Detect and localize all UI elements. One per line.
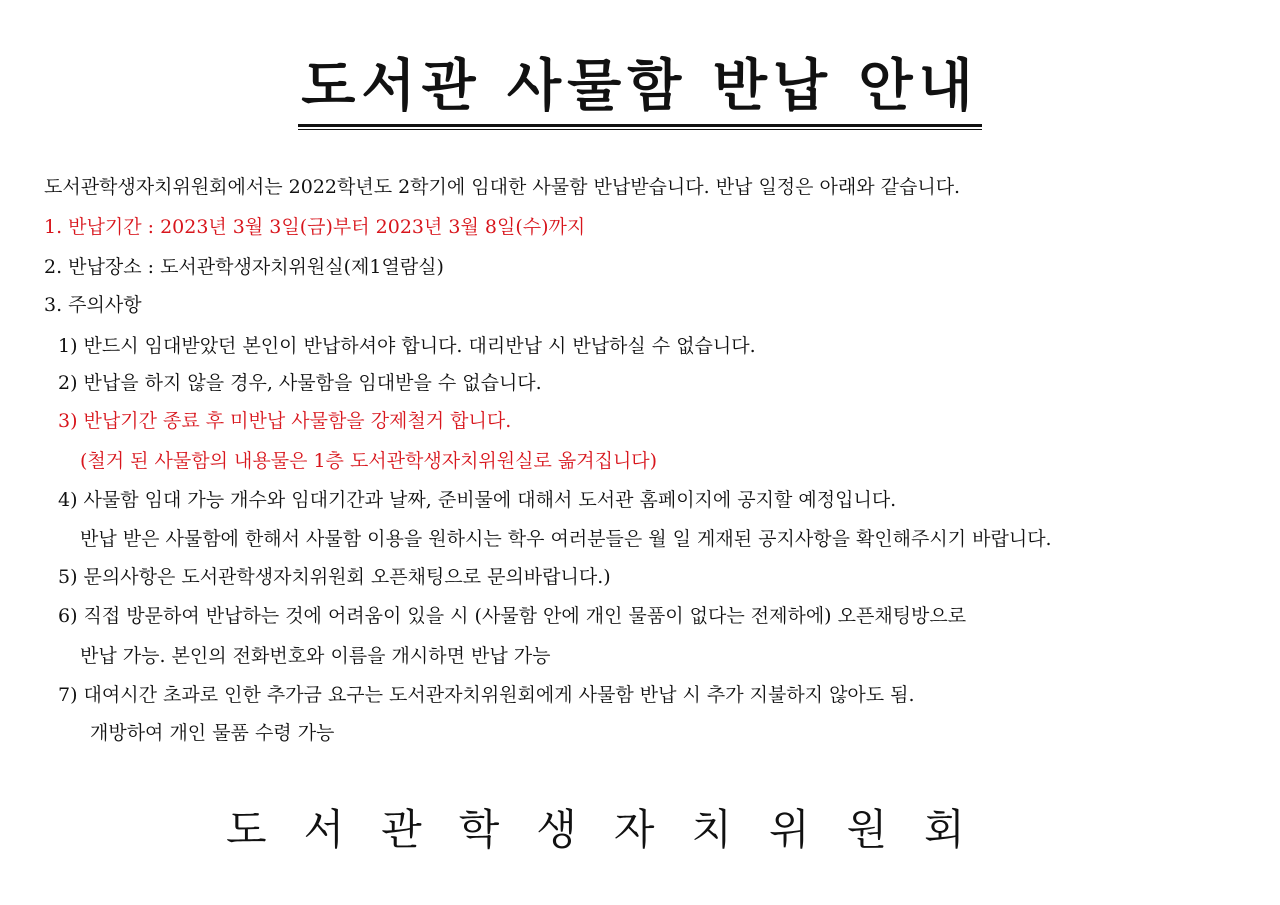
note-6: 6) 직접 방문하여 반납하는 것에 어려움이 있을 시 (사물함 안에 개인 물품이 없다는 전제하에) 오픈채팅방으로 xyxy=(58,605,967,627)
intro-text: 도서관학생자치위원회에서는 2022학년도 2학기에 임대한 사물함 반납받습니다. 반납 일정은 아래와 같습니다. xyxy=(44,176,961,198)
note-3: 3) 반납기간 종료 후 미반납 사물함을 강제철거 합니다. xyxy=(58,410,512,432)
note-1: 1) 반드시 임대받았던 본인이 반납하셔야 합니다. 대리반납 시 반납하실 수 없습니다. xyxy=(58,335,756,357)
title-underline-thick xyxy=(298,124,982,127)
note-2: 2) 반납을 하지 않을 경우, 사물함을 임대받을 수 없습니다. xyxy=(58,372,542,394)
note-4: 4) 사물함 임대 가능 개수와 임대기간과 날짜, 준비물에 대해서 도서관 홈페이지에 공지할 예정입니다. xyxy=(58,489,897,511)
title-underline-thin xyxy=(298,129,982,130)
return-period: 1. 반납기간 : 2023년 3월 3일(금)부터 2023년 3월 8일(수)까지 xyxy=(44,216,586,238)
notice-title-block xyxy=(298,52,982,122)
note-4-cont: 반납 받은 사물함에 한해서 사물함 이용을 원하시는 학우 여러분들은 월 일 게재된 공지사항을 확인해주시기 바랍니다. xyxy=(80,528,1052,550)
note-6-cont: 반납 가능. 본인의 전화번호와 이름을 개시하면 반납 가능 xyxy=(80,645,551,667)
return-place: 2. 반납장소 : 도서관학생자치위원실(제1열람실) xyxy=(44,256,444,278)
note-7: 7) 대여시간 초과로 인한 추가금 요구는 도서관자치위원회에게 사물함 반납 시 추가 지불하지 않아도 됨. xyxy=(58,684,915,706)
note-7-cont: 개방하여 개인 물품 수령 가능 xyxy=(90,722,335,744)
issuer-signature: 도서관학생자치위원회 xyxy=(226,805,1002,854)
notes-heading: 3. 주의사항 xyxy=(44,294,142,316)
note-3-sub: (철거 된 사물함의 내용물은 1층 도서관학생자치위원실로 옮겨집니다) xyxy=(80,450,658,472)
note-5: 5) 문의사항은 도서관학생자치위원회 오픈채팅으로 문의바랍니다.) xyxy=(58,566,611,588)
notice-title: 도서관 사물함 반납 안내 xyxy=(301,54,979,119)
